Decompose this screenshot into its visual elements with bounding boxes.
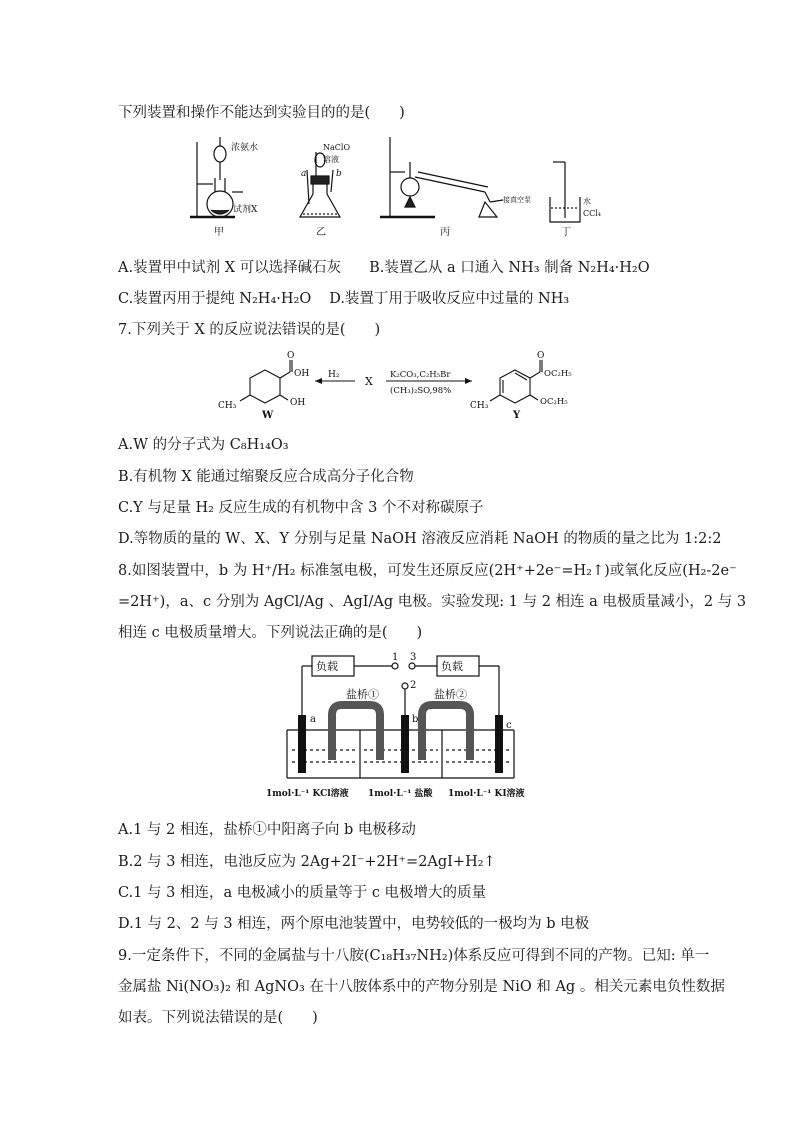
label-yi: 乙 [316,227,326,238]
y-o-label: O [537,351,545,361]
q9-stem-line3: 如表。下列说法错误的是( ) [118,1010,318,1026]
y-ester-label: OC₂H₅ [544,369,572,379]
label-naclo: NaClO [323,143,351,152]
q7-option-c: C.Y 与足量 H₂ 反应生成的有机物中含 3 个不对称碳原子 [118,500,484,516]
apparatus-ding [550,162,580,222]
q6-option-b-text: B.装置乙从 a 口通入 NH₃ 制备 N₂H₄·H₂O [369,260,650,276]
q8-option-b: B.2 与 3 相连，电池反应为 2Ag+2I⁻+2H⁺=2AgI+H₂↑ [118,854,496,870]
q6-option-a-text: A.装置甲中试剂 X 可以选择碱石灰 [118,260,342,276]
q8-stem-line3: 相连 c 电极质量增大。下列说法正确的是( ) [118,625,423,641]
molecule-w [240,360,292,403]
q8-stem-line2: =2H⁺)，a、c 分别为 AgCl/Ag 、AgI/Ag 电极。实验发现: 1 与 2 相连 a 电极质量减小，2 与 3 [118,594,747,610]
label-nong-anshui: 浓氨水 [231,143,259,153]
apparatus-bing [380,137,503,217]
salt-bridge-1 [332,705,380,760]
q9-stem-line2: 金属盐 Ni(NO₃)₂ 和 AgNO₃ 在十八胺体系中的产物分别是 NiO 和 Ag 。相关元素电负性数据 [118,979,725,995]
solution-kcl: 1mol·L⁻¹ KCl溶液 [266,789,349,799]
q7-reaction-scheme [210,348,600,423]
electrode-b-label: b [412,714,419,725]
w-ch3-label: CH₃ [218,401,237,411]
q6-option-d-text: D.装置丁用于吸收反应中过量的 NH₃ [329,291,570,307]
reagents-top: K₂CO₃,C₂H₅Br [390,370,451,380]
q6-stem: 下列装置和操作不能达到实验目的的是( ) [118,105,405,121]
molecule-y [490,360,542,403]
electrode-a [298,715,306,773]
q6-apparatus-figure [185,132,602,242]
terminal-2: 2 [410,680,417,691]
electrode-a-label: a [310,714,316,725]
label-shiji-x: 试剂X [233,205,258,215]
reagents-bottom: (CH₃)₂SO,98% [390,386,452,396]
load-2-label: 负载 [441,660,463,673]
w-o-label: O [287,351,295,361]
y-label: Y [513,410,521,421]
q8-option-d: D.1 与 2、2 与 3 相连，两个原电池装置中，电势较低的一极均为 b 电极 [118,916,590,932]
q7-option-a: A.W 的分子式为 C₈H₁₄O₃ [118,437,289,453]
label-b-port: b [336,169,342,179]
w-oh2-label: OH [290,398,306,408]
q6-option-a [118,258,650,278]
label-shui: 水 [583,197,591,206]
solution-ki: 1mol·L⁻¹ KI溶液 [448,789,525,799]
q7-option-d: D.等物质的量的 W、X、Y 分别与足量 NaOH 溶液反应消耗 NaOH 的物质的量之比为 1:2:2 [118,531,722,547]
label-ding: 丁 [561,227,571,238]
label-jia: 甲 [214,227,224,238]
terminal-1: 1 [392,652,399,663]
q6-option-c [118,289,569,309]
q8-cell-diagram [262,650,537,810]
electrode-c-label: c [506,720,512,731]
label-jie-zhenkongbeng: 接真空泵 [503,196,531,204]
q6-option-c-text: C.装置丙用于提纯 N₂H₄·H₂O [118,291,312,307]
salt-bridge-2 [422,705,470,760]
q7-stem: 7.下列关于 X 的反应说法错误的是( ) [118,322,381,338]
w-oh-label: OH [294,369,310,379]
y-ether-label: OC₂H₅ [540,397,568,407]
h2-reagent: H₂ [328,370,340,380]
bridge-1-label: 盐桥① [346,688,379,701]
q8-stem-line1: 8.如图装置中，b 为 H⁺/H₂ 标准氢电极，可发生还原反应(2H⁺+2e⁻=H₂↑)或氧化反应(H₂-2e⁻ [118,563,737,579]
label-rongye: 溶液 [323,155,339,164]
electrode-b [401,715,409,773]
load-1-label: 负载 [316,660,338,673]
q7-option-b: B.有机物 X 能通过缩聚反应合成高分子化合物 [118,469,414,485]
q8-option-a: A.1 与 2 相连，盐桥①中阳离子向 b 电极移动 [118,822,416,838]
x-label: X [365,375,373,388]
q8-option-c: C.1 与 3 相连，a 电极减小的质量等于 c 电极增大的质量 [118,885,487,901]
q9-stem-line1: 9.一定条件下，不同的金属盐与十八胺(C₁₈H₃₇NH₂)体系反应可得到不同的产物。已知: 单一 [118,948,710,964]
solution-hcl: 1mol·L⁻¹ 盐酸 [368,789,433,799]
terminal-3: 3 [410,652,417,663]
label-ccl4: CCl₄ [583,209,602,218]
w-label: W [262,410,274,421]
bridge-2-label: 盐桥② [434,688,467,701]
label-a-port: a [301,169,307,179]
label-bing: 丙 [440,227,450,238]
electrode-c [495,715,503,773]
y-ch3-label: CH₃ [470,401,489,411]
